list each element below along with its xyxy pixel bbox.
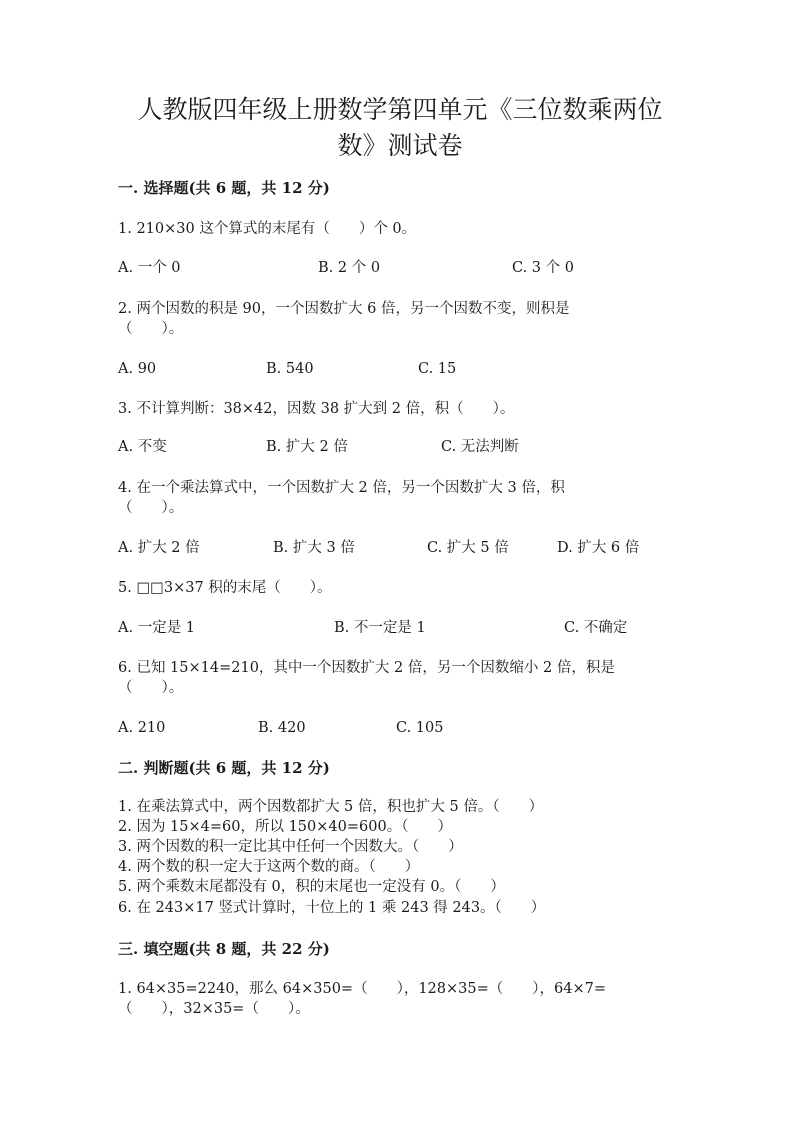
option-a: A. 一定是 1 <box>118 620 196 636</box>
option-c: C. 3 个 0 <box>512 260 574 276</box>
question-text: 2. 两个因数的积是 90，一个因数扩大 6 倍，另一个因数不变，则积是 <box>118 301 570 317</box>
option-a: A. 一个 0 <box>118 260 181 276</box>
question-text: 6. 已知 15×14=210，其中一个因数扩大 2 倍，另一个因数缩小 2 倍，积是 <box>118 660 615 676</box>
option-c: C. 105 <box>396 720 444 736</box>
judgement-item: 2. 因为 15×4=60，所以 150×40=600。（ ） <box>118 819 452 835</box>
option-a: A. 扩大 2 倍 <box>118 540 200 556</box>
judgement-item: 3. 两个因数的积一定比其中任何一个因数大。（ ） <box>118 839 463 855</box>
judgement-item: 4. 两个数的积一定大于这两个数的商。（ ） <box>118 859 420 875</box>
option-b: B. 540 <box>266 361 314 377</box>
section-heading-judgement: 二. 判断题(共 6 题，共 12 分) <box>118 759 330 777</box>
title-line-1: 人教版四年级上册数学第四单元《三位数乘两位 <box>137 95 663 124</box>
option-b: B. 420 <box>258 720 306 736</box>
option-c: C. 无法判断 <box>441 439 519 455</box>
option-b: B. 扩大 3 倍 <box>273 540 355 556</box>
section-heading-choice: 一. 选择题(共 6 题，共 12 分) <box>118 179 330 197</box>
option-a: A. 210 <box>118 720 166 736</box>
option-a: A. 90 <box>118 361 157 377</box>
question-text: 1. 64×35=2240，那么 64×350=（ ），128×35=（ ），64×7= <box>118 981 606 997</box>
option-c: C. 15 <box>418 361 457 377</box>
question-text-cont: （ ），32×35=（ ）。 <box>118 1001 310 1017</box>
option-b: B. 2 个 0 <box>318 260 381 276</box>
question-text: 5. □□3×37 积的末尾（ ）。 <box>118 580 332 596</box>
section-heading-fill: 三. 填空题(共 8 题，共 22 分) <box>118 940 330 958</box>
question-text: 4. 在一个乘法算式中，一个因数扩大 2 倍，另一个因数扩大 3 倍，积 <box>118 480 565 496</box>
question-text-cont: （ ）。 <box>118 500 184 516</box>
option-c: C. 扩大 5 倍 <box>427 540 509 556</box>
option-a: A. 不变 <box>118 439 167 455</box>
option-b: B. 不一定是 1 <box>334 620 426 636</box>
question-text: 1. 210×30 这个算式的末尾有（ ）个 0。 <box>118 221 417 237</box>
judgement-item: 6. 在 243×17 竖式计算时，十位上的 1 乘 243 得 243。（ ） <box>118 900 546 916</box>
option-d: D. 扩大 6 倍 <box>557 540 640 556</box>
judgement-item: 1. 在乘法算式中，两个因数都扩大 5 倍，积也扩大 5 倍。（ ） <box>118 799 544 815</box>
question-text-cont: （ ）。 <box>118 680 184 696</box>
option-b: B. 扩大 2 倍 <box>266 439 348 455</box>
question-text: 3. 不计算判断：38×42，因数 38 扩大到 2 倍，积（ ）。 <box>118 401 515 417</box>
judgement-item: 5. 两个乘数末尾都没有 0，积的末尾也一定没有 0。（ ） <box>118 879 505 895</box>
question-text-cont: （ ）。 <box>118 321 184 337</box>
option-c: C. 不确定 <box>564 620 628 636</box>
title-line-2: 数》测试卷 <box>337 131 463 160</box>
